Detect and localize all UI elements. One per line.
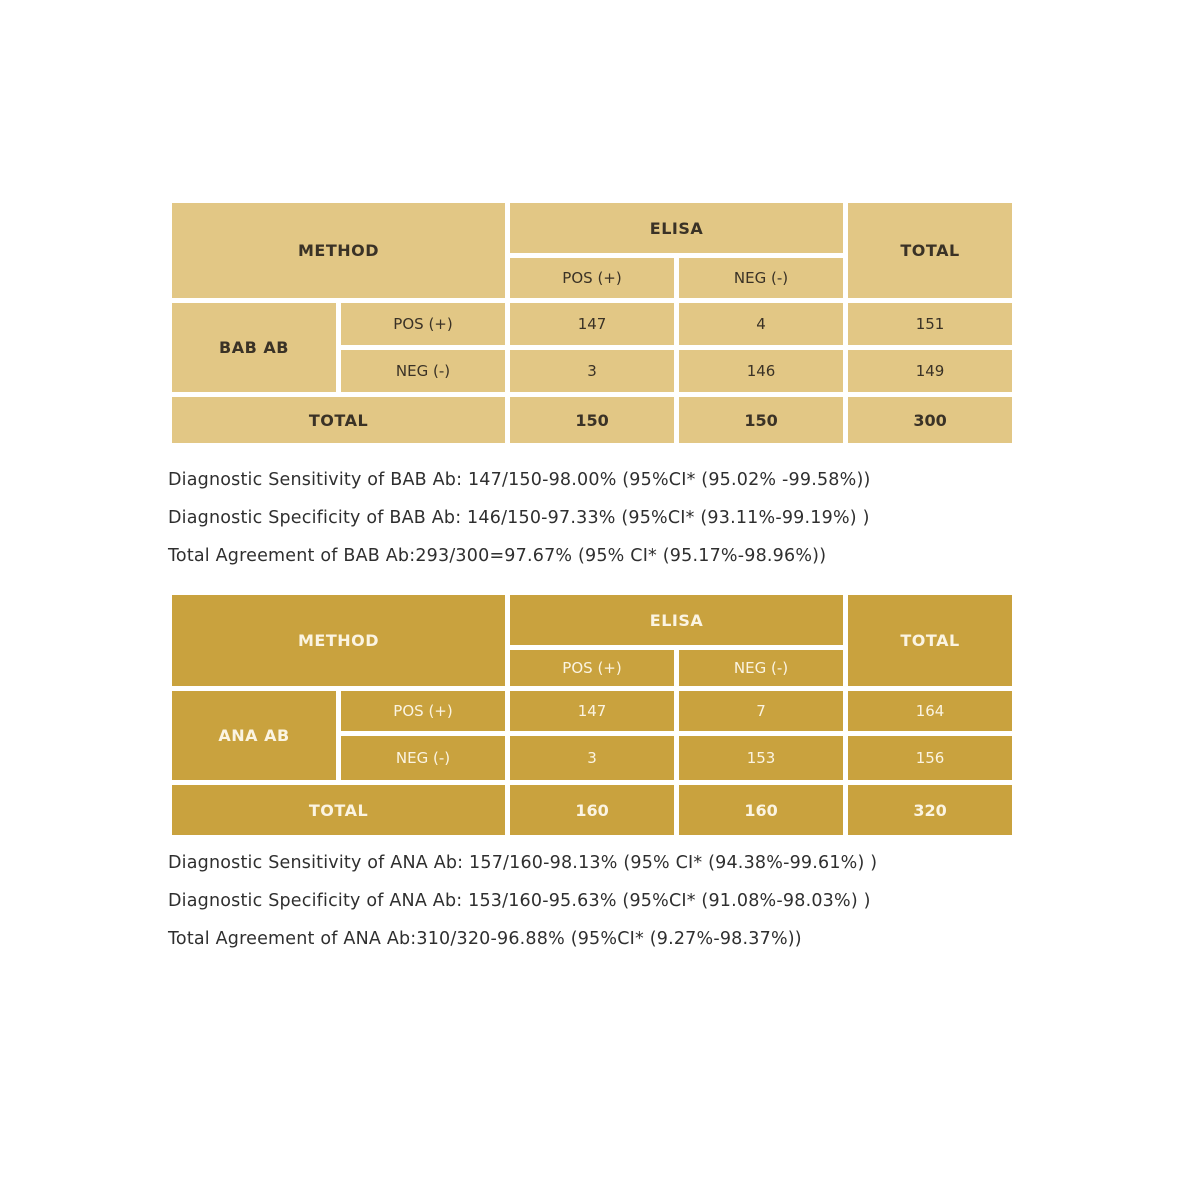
totals-label: TOTAL xyxy=(172,785,505,835)
cell-neg: 7 xyxy=(679,691,843,731)
bab-ab-statistics xyxy=(168,461,871,575)
elisa-pos-header: POS (+) xyxy=(510,258,674,298)
cell-total: 164 xyxy=(848,691,1012,731)
ana-specificity-text: Diagnostic Specificity of ANA Ab: 153/160-95.63% (95%CI* (91.08%-98.03%) ) xyxy=(168,891,871,911)
cell-pos: 3 xyxy=(510,736,674,780)
total-all: 320 xyxy=(848,785,1012,835)
elisa-neg-header: NEG (-) xyxy=(679,258,843,298)
table-row xyxy=(172,691,1012,731)
cell-total: 156 xyxy=(848,736,1012,780)
cell-total: 149 xyxy=(848,350,1012,392)
row-label: POS (+) xyxy=(341,303,505,345)
totals-label: TOTAL xyxy=(172,397,505,443)
row-group-label: BAB AB xyxy=(172,303,336,392)
total-pos: 160 xyxy=(510,785,674,835)
ana-ab-statistics xyxy=(168,844,877,958)
row-label: NEG (-) xyxy=(341,736,505,780)
ana-ab-table xyxy=(167,590,1017,840)
ana-agreement-text: Total Agreement of ANA Ab:310/320-96.88% (95%CI* (9.27%-98.37%)) xyxy=(168,929,802,949)
total-pos: 150 xyxy=(510,397,674,443)
elisa-pos-header: POS (+) xyxy=(510,650,674,686)
totals-row xyxy=(172,785,1012,835)
cell-total: 151 xyxy=(848,303,1012,345)
elisa-header: ELISA xyxy=(510,595,843,645)
row-label: POS (+) xyxy=(341,691,505,731)
total-neg: 150 xyxy=(679,397,843,443)
table-row xyxy=(172,303,1012,345)
total-all: 300 xyxy=(848,397,1012,443)
cell-neg: 153 xyxy=(679,736,843,780)
total-header: TOTAL xyxy=(848,203,1012,298)
cell-pos: 3 xyxy=(510,350,674,392)
cell-neg: 146 xyxy=(679,350,843,392)
cell-neg: 4 xyxy=(679,303,843,345)
elisa-header: ELISA xyxy=(510,203,843,253)
cell-pos: 147 xyxy=(510,691,674,731)
method-header: METHOD xyxy=(172,595,505,686)
row-label: NEG (-) xyxy=(341,350,505,392)
ana-sensitivity-text: Diagnostic Sensitivity of ANA Ab: 157/160-98.13% (95% CI* (94.38%-99.61%) ) xyxy=(168,853,878,873)
cell-pos: 147 xyxy=(510,303,674,345)
method-header: METHOD xyxy=(172,203,505,298)
bab-ab-table xyxy=(167,198,1017,448)
bab-specificity-text: Diagnostic Specificity of BAB Ab: 146/150-97.33% (95%CI* (93.11%-99.19%) ) xyxy=(168,508,870,528)
total-header: TOTAL xyxy=(848,595,1012,686)
elisa-neg-header: NEG (-) xyxy=(679,650,843,686)
bab-agreement-text: Total Agreement of BAB Ab:293/300=97.67% (95% CI* (95.17%-98.96%)) xyxy=(168,546,827,566)
bab-sensitivity-text: Diagnostic Sensitivity of BAB Ab: 147/150-98.00% (95%CI* (95.02% -99.58%)) xyxy=(168,470,871,490)
row-group-label: ANA AB xyxy=(172,691,336,780)
total-neg: 160 xyxy=(679,785,843,835)
totals-row xyxy=(172,397,1012,443)
